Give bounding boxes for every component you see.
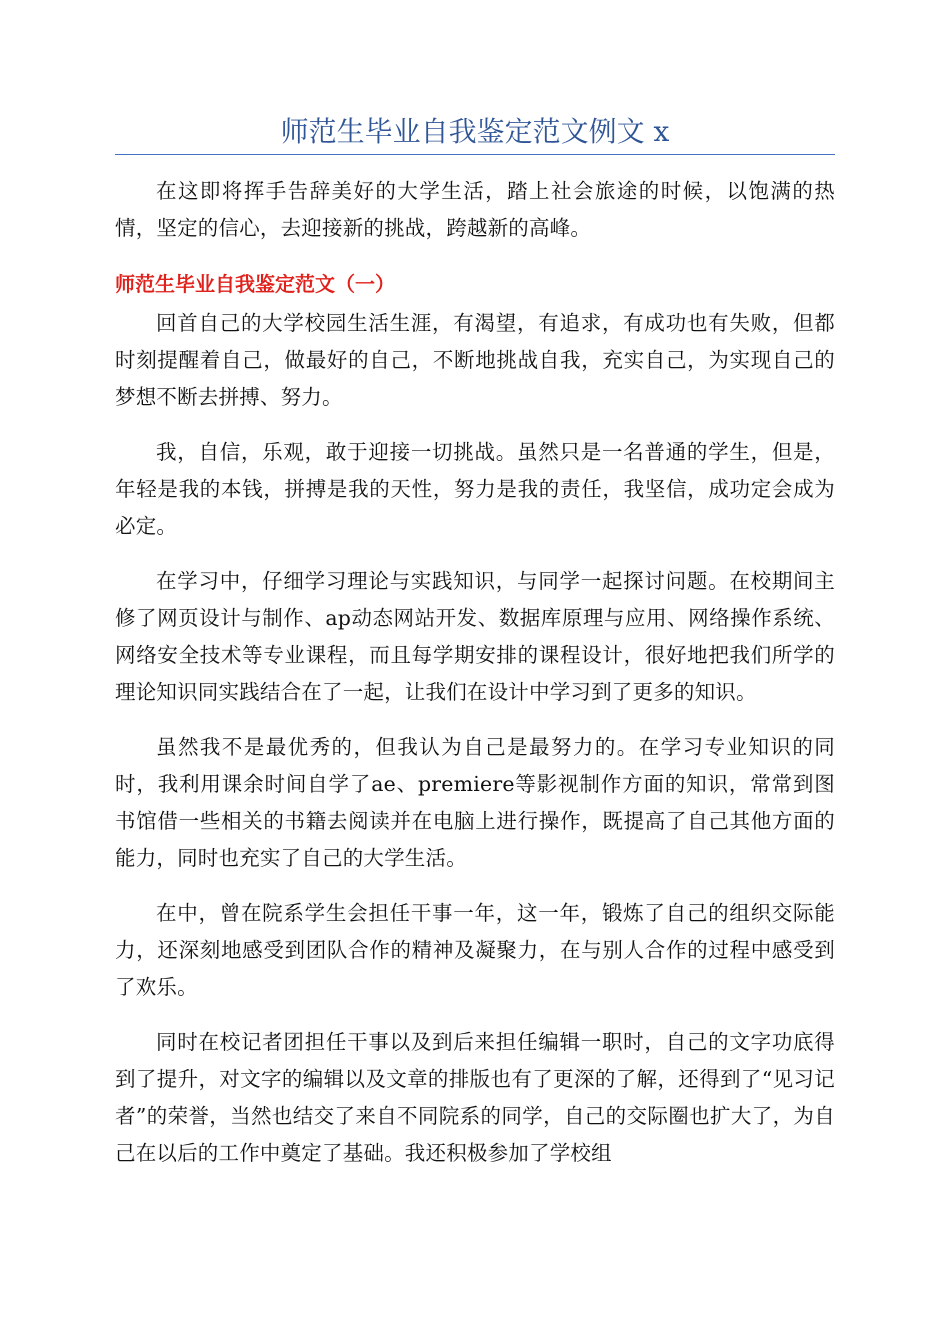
- section-heading: 师范生毕业自我鉴定范文（一）: [115, 272, 395, 296]
- document-body: [115, 173, 835, 1190]
- body-paragraph: 在学习中，仔细学习理论与实践知识，与同学一起探讨问题。在校期间主修了网页设计与制作、ap动态网站开发、数据库原理与应用、网络操作系统、网络安全技术等专业课程，而且每学期安排的课程设计，很好地把我们所学的理论知识同实践结合在了一起，让我们在设计中学习到了更多的知识。: [115, 569, 835, 704]
- body-paragraph: 虽然我不是最优秀的，但我认为自己是最努力的。在学习专业知识的同时，我利用课余时间自学了ae、premiere等影视制作方面的知识，常常到图书馆借一些相关的书籍去阅读并在电脑上进行操作，既提高了自己其他方面的能力，同时也充实了自己的大学生活。: [115, 735, 835, 870]
- body-paragraph: 同时在校记者团担任干事以及到后来担任编辑一职时，自己的文字功底得到了提升，对文字的编辑以及文章的排版也有了更深的了解，还得到了“见习记者”的荣誉，当然也结交了来自不同院系的同学，自己的交际圈也扩大了，为自己在以后的工作中奠定了基础。我还积极参加了学校组: [115, 1030, 835, 1165]
- body-paragraph: 我，自信，乐观，敢于迎接一切挑战。虽然只是一名普通的学生，但是，年轻是我的本钱，拼搏是我的天性，努力是我的责任，我坚信，成功定会成为必定。: [115, 440, 835, 538]
- title-underline: [115, 154, 835, 155]
- body-paragraph: 在中，曾在院系学生会担任干事一年，这一年，锻炼了自己的组织交际能力，还深刻地感受到团队合作的精神及凝聚力，在与别人合作的过程中感受到了欢乐。: [115, 901, 835, 999]
- document-title: 师范生毕业自我鉴定范文例文 x: [280, 115, 670, 148]
- body-paragraph: 回首自己的大学校园生活生涯，有渴望，有追求，有成功也有失败，但都时刻提醒着自己，做最好的自己，不断地挑战自我，充实自己，为实现自己的梦想不断去拼搏、努力。: [115, 311, 835, 409]
- intro-paragraph: 在这即将挥手告辞美好的大学生活，踏上社会旅途的时候，以饱满的热情，坚定的信心，去迎接新的挑战，跨越新的高峰。: [115, 179, 835, 240]
